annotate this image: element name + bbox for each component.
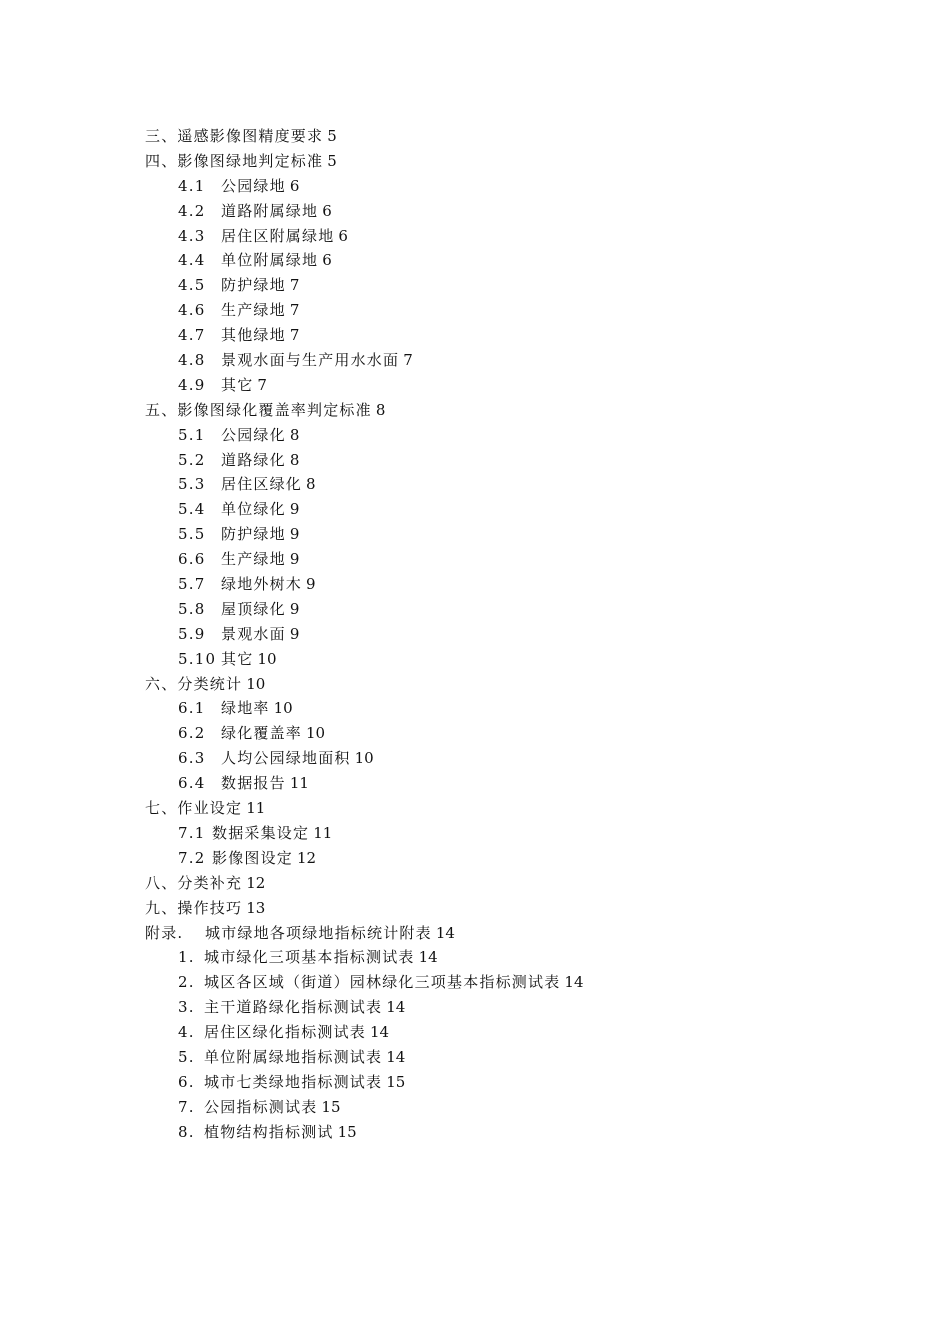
toc-entry-page-number: 9 xyxy=(289,525,300,544)
toc-entry[interactable] xyxy=(0,771,950,796)
toc-entry-number: 九、 xyxy=(145,898,178,917)
toc-entry-title: 绿地外树木 xyxy=(221,575,303,594)
toc-entry-page-number: 7 xyxy=(289,276,300,295)
toc-entry[interactable] xyxy=(0,597,950,622)
toc-entry-title: 城市绿化三项基本指标测试表 xyxy=(204,948,415,967)
toc-entry-page-number: 14 xyxy=(564,973,584,992)
toc-entry[interactable] xyxy=(0,896,950,921)
toc-entry-number: 5.9 xyxy=(178,624,206,643)
toc-entry[interactable] xyxy=(0,273,950,298)
toc-entry-number: 6.4 xyxy=(178,774,206,793)
toc-entry-page-number: 12 xyxy=(297,848,317,867)
toc-entry-page-number: 8 xyxy=(289,425,300,444)
toc-entry-number: 7.2 xyxy=(178,848,206,867)
toc-entry[interactable] xyxy=(0,199,950,224)
toc-entry[interactable] xyxy=(0,448,950,473)
toc-entry-number: 4.9 xyxy=(178,375,206,394)
toc-entry-number: 6. xyxy=(178,1072,195,1091)
toc-entry-number: 5. xyxy=(178,1047,195,1066)
toc-entry[interactable] xyxy=(0,174,950,199)
toc-entry[interactable] xyxy=(0,497,950,522)
toc-entry-number: 4.1 xyxy=(178,176,206,195)
toc-entry[interactable] xyxy=(0,248,950,273)
toc-entry-number: 6.2 xyxy=(178,724,206,743)
toc-entry-title: 道路附属绿地 xyxy=(221,201,319,220)
toc-entry-page-number: 7 xyxy=(289,326,300,345)
toc-entry-number: 6.3 xyxy=(178,749,206,768)
toc-entry-page-number: 10 xyxy=(257,649,277,668)
toc-entry-title: 公园绿地 xyxy=(221,176,286,195)
toc-entry[interactable] xyxy=(0,721,950,746)
toc-entry-number: 4.5 xyxy=(178,276,206,295)
toc-entry-title: 单位附属绿地 xyxy=(221,251,319,270)
toc-entry-title: 主干道路绿化指标测试表 xyxy=(204,998,383,1017)
toc-entry[interactable] xyxy=(0,323,950,348)
toc-entry[interactable] xyxy=(0,696,950,721)
toc-entry[interactable] xyxy=(0,622,950,647)
toc-entry-title: 绿化覆盖率 xyxy=(221,724,303,743)
toc-entry-title: 居住区绿化 xyxy=(221,475,303,494)
toc-entry[interactable] xyxy=(0,796,950,821)
toc-entry-page-number: 5 xyxy=(327,151,337,170)
toc-entry[interactable] xyxy=(0,821,950,846)
toc-entry-title: 防护绿地 xyxy=(221,525,286,544)
toc-entry[interactable] xyxy=(0,970,950,995)
toc-entry-page-number: 14 xyxy=(435,923,455,942)
toc-entry[interactable] xyxy=(0,1095,950,1120)
toc-entry-page-number: 6 xyxy=(338,226,348,245)
toc-entry-page-number: 14 xyxy=(370,1023,390,1042)
toc-entry-number: 4.3 xyxy=(178,226,206,245)
toc-entry-title: 道路绿化 xyxy=(221,450,286,469)
toc-entry-title: 人均公园绿地面积 xyxy=(221,749,351,768)
toc-entry[interactable] xyxy=(0,746,950,771)
toc-entry-number: 五、 xyxy=(145,400,178,419)
toc-entry-title: 数据报告 xyxy=(221,774,286,793)
toc-entry-number: 6.1 xyxy=(178,699,206,718)
toc-entry-number: 5.7 xyxy=(178,575,206,594)
toc-entry-title: 分类补充 xyxy=(177,873,243,892)
toc-entry-page-number: 11 xyxy=(313,823,333,842)
toc-entry[interactable] xyxy=(0,945,950,970)
toc-entry[interactable] xyxy=(0,298,950,323)
toc-entry[interactable] xyxy=(0,995,950,1020)
toc-entry-page-number: 15 xyxy=(321,1097,341,1116)
toc-entry-title: 生产绿地 xyxy=(221,301,286,320)
toc-entry-page-number: 9 xyxy=(289,500,300,519)
toc-entry[interactable] xyxy=(0,1070,950,1095)
toc-entry-title: 植物结构指标测试 xyxy=(204,1122,334,1141)
toc-entry-number: 6.6 xyxy=(178,550,206,569)
toc-entry-page-number: 7 xyxy=(289,301,300,320)
toc-entry-title: 影像图设定 xyxy=(212,848,294,867)
toc-entry-number: 4.8 xyxy=(178,351,206,370)
toc-entry-title: 景观水面 xyxy=(221,624,286,643)
toc-entry-number: 六、 xyxy=(145,674,178,693)
toc-entry-number: 5.8 xyxy=(178,599,206,618)
toc-entry-title: 单位绿化 xyxy=(221,500,286,519)
toc-entry-title: 数据采集设定 xyxy=(212,823,310,842)
toc-entry[interactable] xyxy=(0,647,950,672)
toc-entry-title: 遥感影像图精度要求 xyxy=(177,127,324,145)
toc-entry-title: 屋顶绿化 xyxy=(221,599,286,618)
toc-entry[interactable] xyxy=(0,373,950,398)
toc-entry-page-number: 14 xyxy=(418,948,438,967)
toc-entry-page-number: 14 xyxy=(386,998,406,1017)
toc-entry-page-number: 13 xyxy=(246,898,266,917)
toc-entry-page-number: 6 xyxy=(289,176,300,195)
toc-entry-title: 其他绿地 xyxy=(221,326,286,345)
toc-entry[interactable] xyxy=(0,348,950,373)
toc-entry-page-number: 7 xyxy=(257,375,267,394)
toc-entry-page-number: 7 xyxy=(403,351,413,370)
toc-entry[interactable] xyxy=(0,1120,950,1145)
toc-entry[interactable] xyxy=(0,224,950,249)
toc-entry-number: 八、 xyxy=(145,873,178,892)
toc-entry-number: 5.5 xyxy=(178,525,206,544)
toc-entry-page-number: 12 xyxy=(246,873,266,892)
toc-entry-number: 5.2 xyxy=(178,450,206,469)
toc-entry[interactable] xyxy=(0,423,950,448)
toc-entry-number: 四、 xyxy=(145,151,178,170)
toc-entry[interactable] xyxy=(0,124,950,149)
toc-entry-page-number: 11 xyxy=(246,799,266,818)
toc-entry-number: 4.4 xyxy=(178,251,206,270)
toc-entry[interactable] xyxy=(0,572,950,597)
toc-entry-page-number: 6 xyxy=(322,251,332,270)
toc-entry[interactable] xyxy=(0,1020,950,1045)
toc-entry-page-number: 8 xyxy=(375,400,386,419)
toc-entry-number: 5.1 xyxy=(178,425,206,444)
toc-entry-number: 1. xyxy=(178,948,195,967)
toc-entry-title: 生产绿地 xyxy=(221,550,286,569)
toc-entry-number: 4. xyxy=(178,1023,195,1042)
toc-entry-number: 7.1 xyxy=(178,823,206,842)
toc-entry-number: 4.2 xyxy=(178,201,206,220)
toc-entry-title: 城区各区域（街道）园林绿化三项基本指标测试表 xyxy=(204,973,561,992)
toc-entry-page-number: 15 xyxy=(337,1122,357,1141)
toc-entry[interactable] xyxy=(0,921,950,946)
toc-entry-title: 单位附属绿地指标测试表 xyxy=(204,1047,383,1066)
toc-entry-number: 5.10 xyxy=(178,649,217,668)
toc-entry-page-number: 15 xyxy=(386,1072,406,1091)
toc-entry-number: 5.3 xyxy=(178,475,206,494)
toc-entry-page-number: 10 xyxy=(273,699,293,718)
toc-entry-number: 三、 xyxy=(145,127,178,145)
toc-entry-page-number: 8 xyxy=(306,475,316,494)
toc-entry-title: 影像图绿化覆盖率判定标准 xyxy=(177,400,372,419)
toc-entry[interactable] xyxy=(0,547,950,572)
toc-entry-number: 4.6 xyxy=(178,301,206,320)
toc-entry-title: 影像图绿地判定标准 xyxy=(177,151,324,170)
toc-entry[interactable] xyxy=(0,846,950,871)
toc-entry-title: 其它 xyxy=(221,649,254,668)
toc-entry-number: 3. xyxy=(178,998,195,1017)
toc-entry[interactable] xyxy=(0,871,950,896)
toc-entry-title: 绿地率 xyxy=(221,699,270,718)
toc-entry-number: 七、 xyxy=(145,799,178,818)
toc-entry-title: 居住区绿化指标测试表 xyxy=(204,1023,367,1042)
toc-entry[interactable] xyxy=(0,1045,950,1070)
toc-entry-title: 操作技巧 xyxy=(177,898,243,917)
toc-entry-title: 景观水面与生产用水水面 xyxy=(221,351,400,370)
toc-entry-number: 2. xyxy=(178,973,195,992)
toc-entry[interactable] xyxy=(0,672,950,697)
toc-entry-title: 防护绿地 xyxy=(221,276,286,295)
toc-entry[interactable] xyxy=(0,398,950,423)
toc-entry-page-number: 9 xyxy=(289,599,300,618)
table-of-contents xyxy=(0,124,950,1145)
toc-entry[interactable] xyxy=(0,149,950,174)
toc-entry-number: 5.4 xyxy=(178,500,206,519)
toc-entry-number: 4.7 xyxy=(178,326,206,345)
toc-entry-title: 作业设定 xyxy=(177,799,243,818)
toc-entry-number: 8. xyxy=(178,1122,195,1141)
toc-entry-page-number: 8 xyxy=(289,450,300,469)
toc-entry-title: 公园绿化 xyxy=(221,425,286,444)
toc-entry-number: 附录. xyxy=(145,923,184,942)
toc-entry-page-number: 14 xyxy=(386,1047,406,1066)
toc-entry-number: 7. xyxy=(178,1097,195,1116)
toc-entry-page-number: 10 xyxy=(306,724,326,743)
toc-entry[interactable] xyxy=(0,522,950,547)
toc-entry-title: 居住区附属绿地 xyxy=(221,226,335,245)
toc-entry-page-number: 10 xyxy=(246,674,266,693)
toc-entry[interactable] xyxy=(0,472,950,497)
toc-entry-page-number: 6 xyxy=(322,201,332,220)
toc-entry-title: 公园指标测试表 xyxy=(204,1097,318,1116)
toc-entry-page-number: 10 xyxy=(354,749,374,768)
toc-entry-page-number: 9 xyxy=(289,624,300,643)
toc-entry-title: 城市绿地各项绿地指标统计附表 xyxy=(205,923,432,942)
toc-entry-page-number: 5 xyxy=(327,127,337,145)
toc-entry-title: 分类统计 xyxy=(177,674,243,693)
toc-entry-page-number: 9 xyxy=(289,550,300,569)
toc-entry-page-number: 9 xyxy=(306,575,316,594)
toc-entry-page-number: 11 xyxy=(289,774,309,793)
toc-entry-title: 城市七类绿地指标测试表 xyxy=(204,1072,383,1091)
toc-entry-title: 其它 xyxy=(221,375,254,394)
